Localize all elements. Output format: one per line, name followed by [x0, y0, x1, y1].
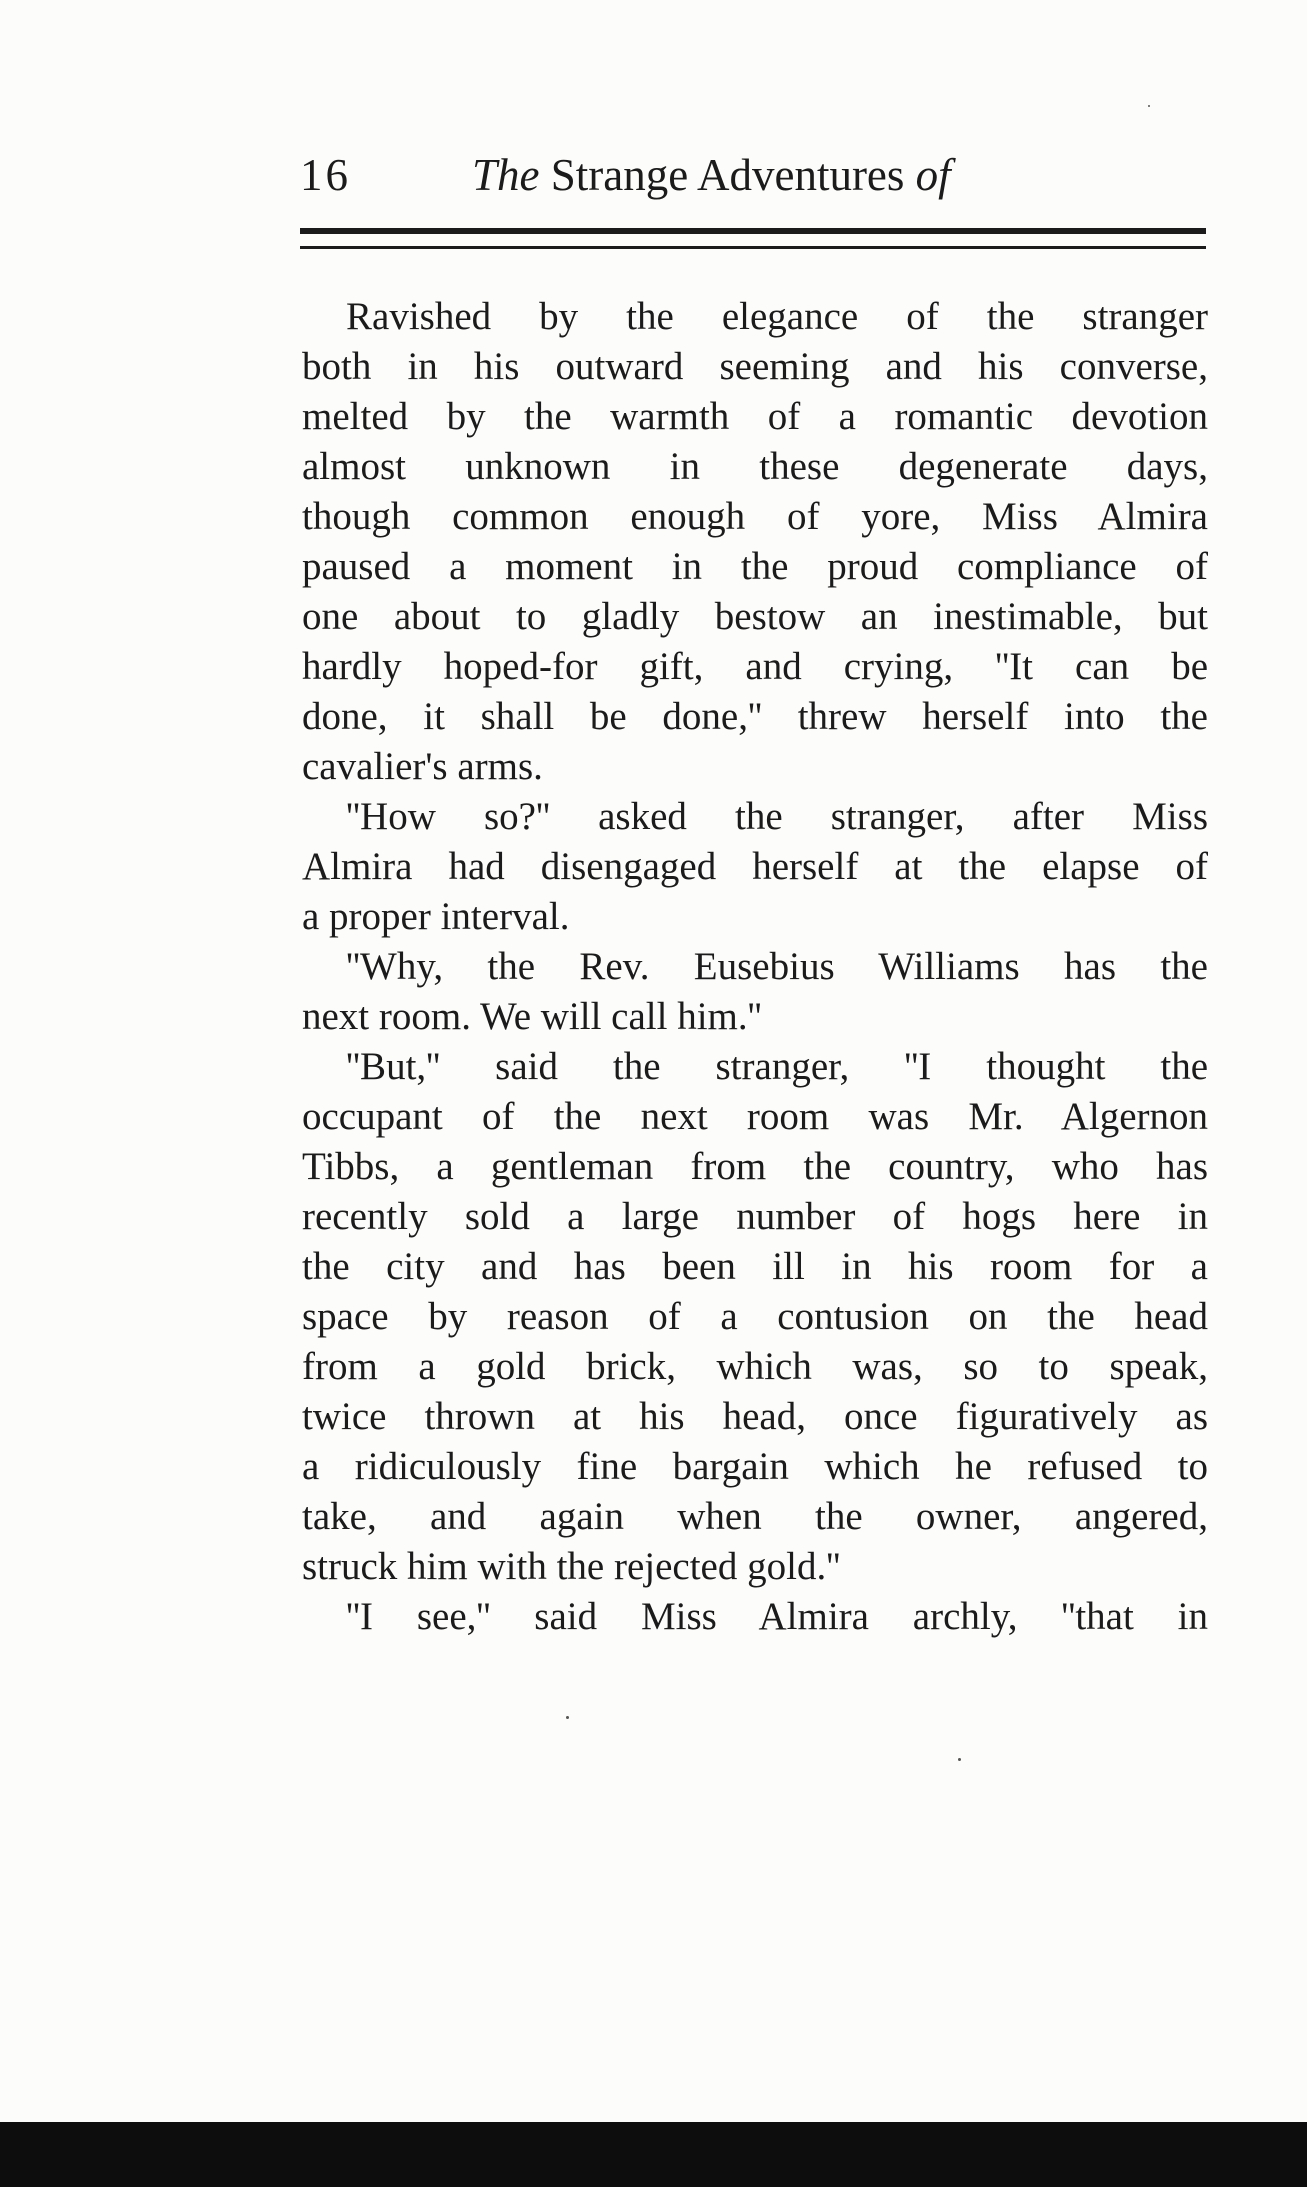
paper-speck	[1148, 105, 1150, 107]
running-title-the: The	[472, 150, 540, 200]
paragraph	[302, 1592, 1208, 1642]
text-line: almost unknown in these degenerate days,	[302, 445, 1208, 488]
text-line: done, it shall be done,'' threw herself into the	[302, 695, 1208, 738]
text-line: ''Why, the Rev. Eusebius Williams has the	[346, 945, 1208, 988]
text-line: recently sold a large number of hogs here in	[302, 1195, 1208, 1238]
running-title-main: Strange Adventures	[550, 150, 905, 200]
text-line: melted by the warmth of a romantic devotion	[302, 395, 1208, 438]
text-line: occupant of the next room was Mr. Algernon	[302, 1095, 1208, 1138]
paper-speck	[566, 1716, 569, 1719]
text-line: one about to gladly bestow an inestimable, but	[302, 595, 1208, 638]
text-line: take, and again when the owner, angered,	[302, 1495, 1208, 1538]
text-line: the city and has been ill in his room for a	[302, 1245, 1208, 1288]
text-line: Almira had disengaged herself at the elapse of	[302, 845, 1208, 888]
body-text	[302, 292, 1208, 1642]
text-line: hardly hoped-for gift, and crying, ''It can be	[302, 645, 1208, 688]
paragraph	[302, 942, 1208, 1042]
text-line: a proper interval.	[302, 895, 570, 938]
text-line: ''How so?'' asked the stranger, after Miss	[346, 795, 1208, 838]
text-line: cavalier's arms.	[302, 745, 543, 788]
paragraph	[302, 292, 1208, 792]
text-line: space by reason of a contusion on the head	[302, 1295, 1208, 1338]
text-line: Ravished by the elegance of the stranger	[346, 295, 1208, 338]
scan-bottom-edge	[0, 2122, 1307, 2187]
text-line: Tibbs, a gentleman from the country, who has	[302, 1145, 1208, 1188]
text-line: next room. We will call him.''	[302, 995, 762, 1038]
page-number: 16	[300, 150, 351, 200]
paper-speck	[958, 1758, 961, 1761]
text-line: ''But,'' said the stranger, ''I thought the	[346, 1045, 1208, 1088]
running-header	[300, 140, 1206, 210]
paragraph	[302, 1042, 1208, 1592]
text-line: from a gold brick, which was, so to speak,	[302, 1345, 1208, 1388]
text-line: struck him with the rejected gold.''	[302, 1545, 841, 1588]
text-line: ''I see,'' said Miss Almira archly, ''that in	[346, 1595, 1208, 1638]
text-line: paused a moment in the proud compliance of	[302, 545, 1208, 588]
text-line: both in his outward seeming and his converse,	[302, 345, 1208, 388]
running-title-of: of	[915, 150, 951, 200]
header-rule-thin	[300, 246, 1206, 249]
header-rule-thick	[300, 228, 1206, 234]
running-title	[472, 140, 951, 210]
text-line: though common enough of yore, Miss Almira	[302, 495, 1208, 538]
text-line: a ridiculously fine bargain which he refused to	[302, 1445, 1208, 1488]
paragraph	[302, 792, 1208, 942]
text-line: twice thrown at his head, once figuratively as	[302, 1395, 1208, 1438]
